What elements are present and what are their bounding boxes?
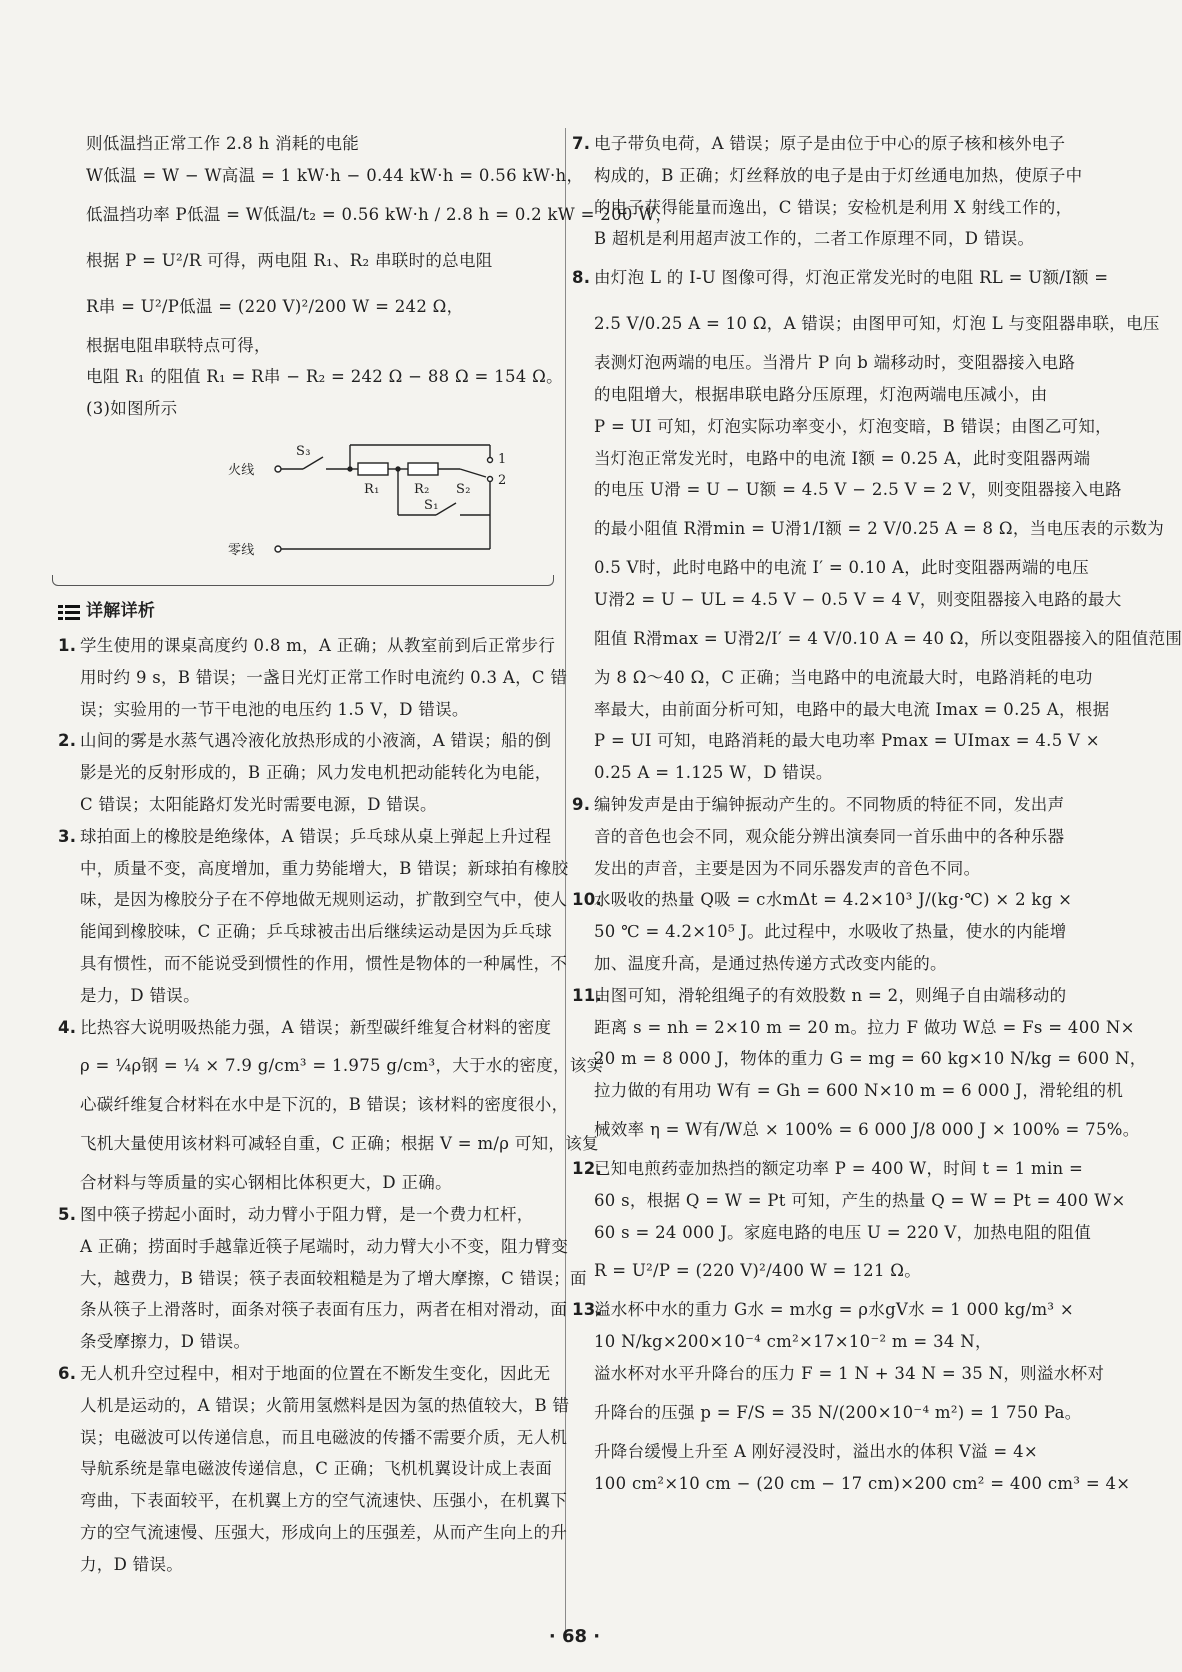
text-line [594, 1075, 1124, 1107]
neutral-terminal [275, 546, 281, 552]
text-line [594, 506, 1165, 552]
line-text: 弯曲，下表面较平，在机翼上方的空气流速快、压强小，在机翼下 [80, 1491, 568, 1511]
text-line [80, 1517, 568, 1549]
answer-item [58, 821, 569, 1012]
circuit-diagram [58, 427, 558, 575]
line-text: 误；实验用的一节干电池的电压约 1.5 V，D 错误。 [80, 699, 469, 719]
live-terminal [275, 466, 281, 472]
text-line [594, 1468, 1131, 1500]
line-text: 味，是因为橡胶分子在不停地做无规则运动，扩散到空气中，使人 [80, 890, 568, 910]
line-text: 0.25 A = 1.125 W，D 错误。 [594, 763, 833, 783]
answer-item [572, 789, 1092, 884]
text-line [594, 1436, 1092, 1468]
text-line: W低温 = W − W高温 = 1 kW·h − 0.44 kW·h = 0.56 kW·h， [86, 165, 584, 185]
text-line: 低温挡功率 P低温 = W低温/t₂ = 0.56 kW·h / 2.8 h = 0.2 kW = 200 W， [86, 204, 673, 224]
text-line [572, 128, 1092, 160]
line-text: 已知电煎药壶加热挡的额定功率 P = 400 W，时间 t = 1 min = [594, 1158, 1084, 1178]
label-s3: S₃ [296, 443, 311, 459]
text-line [594, 584, 1122, 616]
answer-item [572, 128, 1092, 255]
text-line [58, 1358, 558, 1390]
section-header [58, 594, 558, 630]
line-text: 为 8 Ω～40 Ω，C 正确；当电路中的电流最大时，电路消耗的电功 [594, 667, 1093, 687]
text-line [594, 347, 1092, 379]
line-text: 发出的声音，主要是因为不同乐器发声的音色不同。 [594, 858, 981, 878]
line-text: 的电压 U滑 = U − U额 = 4.5 V − 2.5 V = 2 V，则变阻器接入电路 [594, 480, 1122, 500]
text-line [594, 1390, 1092, 1436]
right-answer-list [572, 128, 1182, 1499]
text-line [572, 1153, 1092, 1185]
text-line [80, 884, 568, 916]
text-line [594, 916, 1092, 948]
line-text: 率最大，由前面分析可知，电路中的最大电流 Imax = 0.25 A，根据 [594, 699, 1110, 719]
text-line [58, 725, 558, 757]
text-line [572, 980, 1092, 1012]
line-text: 的电子获得能量而逸出，C 错误；安检机是利用 X 射线工作的， [594, 197, 1073, 217]
text-line [80, 1121, 599, 1167]
answer-item [58, 1199, 587, 1358]
text-line [80, 1043, 604, 1089]
label-r2: R₂ [414, 481, 430, 497]
line-text: 飞机大量使用该材料可减轻自重，C 正确；根据 V = m/ρ 可知，该复 [80, 1134, 599, 1154]
text-line [594, 821, 1092, 853]
text-line [80, 1453, 558, 1485]
text-line [594, 411, 1112, 443]
text-line [80, 1294, 568, 1326]
text-line [594, 474, 1122, 506]
text-line [80, 1089, 569, 1121]
text-line [80, 694, 558, 726]
line-text: 合材料与等质量的实心钢相比体积更大，D 正确。 [80, 1173, 452, 1193]
text-line [572, 1294, 1092, 1326]
line-text: P = UI 可知，电路消耗的最大电功率 Pmax = UImax = 4.5 V × [594, 731, 1100, 751]
item-number: 6. [58, 1363, 77, 1383]
text-line: 则低温挡正常工作 2.8 h 消耗的电能 [86, 134, 360, 153]
text-line [80, 662, 568, 694]
text-line: 根据电阻串联特点可得， [86, 335, 271, 355]
text-line [594, 853, 1092, 885]
text-line [594, 552, 1092, 584]
label-contact-1: 1 [498, 451, 507, 467]
text-line [58, 1012, 558, 1044]
line-text: 大，越费力，B 错误；筷子表面较粗糙是为了增大摩擦，C 错误；面 [80, 1268, 587, 1288]
item-number: 12. [572, 1158, 603, 1178]
text-line [594, 725, 1100, 757]
line-text: 加、温度升高，是通过热传递方式改变内能的。 [594, 953, 947, 973]
text-line [80, 1390, 570, 1422]
line-text: 图中筷子捞起小面时，动力臂小于阻力臂，是一个费力杠杆， [80, 1204, 534, 1224]
line-text: 人机是运动的，A 错误；火箭用氢燃料是因为氢的热值较大，B 错 [80, 1395, 570, 1415]
text-line: R串 = U²/P低温 = (220 V)²/200 W = 242 Ω， [86, 296, 464, 316]
item-number: 4. [58, 1017, 77, 1037]
text-line [594, 948, 1092, 980]
line-text: 条受摩擦力，D 错误。 [80, 1332, 251, 1352]
answer-item [572, 884, 1092, 979]
text-line [594, 192, 1092, 224]
item-number: 2. [58, 731, 77, 751]
text-line [80, 1485, 568, 1517]
text-line [594, 1248, 1092, 1294]
line-text: 学生使用的课桌高度约 0.8 m，A 正确；从教室前到后正常步行 [80, 635, 556, 655]
line-text: 升降台缓慢上升至 A 刚好浸没时，溢出水的体积 V溢 = 4× [594, 1441, 1039, 1461]
text-line [572, 884, 1092, 916]
item-number: 10. [572, 890, 603, 910]
solution-box-border [52, 575, 554, 586]
line-text: 能闻到橡胶味，C 正确；乒乓球被击出后继续运动是因为乒乓球 [80, 922, 553, 942]
line-text: 方的空气流速慢、压强大，形成向上的压强差，从而产生向上的升 [80, 1522, 568, 1542]
text-line [80, 916, 558, 948]
resistor-r1 [358, 463, 388, 475]
line-text: 由图可知，滑轮组绳子的有效股数 n = 2，则绳子自由端移动的 [594, 985, 1067, 1005]
text-line [80, 980, 558, 1012]
line-text: 是力，D 错误。 [80, 985, 200, 1005]
text-line [572, 255, 1109, 301]
line-text: 2.5 V/0.25 A = 10 Ω，A 错误；由图甲可知，灯泡 L 与变阻器串联，电压 [594, 314, 1160, 334]
line-text: 20 m = 8 000 J，物体的重力 G = mg = 60 kg×10 N/kg = 600 N， [594, 1049, 1147, 1069]
text-line [594, 757, 1092, 789]
line-text: 球拍面上的橡胶是绝缘体，A 错误；乒乓球从桌上弹起上升过程 [80, 826, 552, 846]
item-number: 8. [572, 268, 591, 288]
line-text: 构成的，B 正确；灯丝释放的电子是由于灯丝通电加热，使原子中 [594, 165, 1083, 185]
line-text: 的最小阻值 R滑min = U滑1/I额 = 2 V/0.25 A = 8 Ω，当电压表的示数为 [594, 519, 1165, 539]
text-line [594, 1185, 1126, 1217]
line-text: 导航系统是靠电磁波传递信息，C 正确；飞机机翼设计成上表面 [80, 1459, 553, 1479]
text-line [594, 1358, 1105, 1390]
text-line [80, 1422, 568, 1454]
item-number: 1. [58, 635, 77, 655]
label-neutral-wire: 零线 [228, 542, 255, 558]
resistor-r2 [408, 463, 438, 475]
list-icon [58, 604, 80, 620]
line-text: 由灯泡 L 的 I-U 图像可得，灯泡正常发光时的电阻 RL = U额/I额 = [594, 268, 1109, 288]
line-text: 水吸收的热量 Q吸 = c水mΔt = 4.2×10³ J/(kg·℃) × 2 kg × [594, 890, 1073, 910]
line-text: 条从筷子上滑落时，面条对筷子表面有压力，两者在相对滑动，面 [80, 1300, 568, 1320]
text-line [594, 379, 1092, 411]
line-text: U滑2 = U − UL = 4.5 V − 0.5 V = 4 V，则变阻器接入电路的最大 [594, 589, 1122, 609]
line-text: 力，D 错误。 [80, 1554, 184, 1574]
text-line [58, 630, 558, 662]
section-title: 详解详析 [86, 601, 156, 622]
text-line [80, 1263, 587, 1295]
text-line [594, 1326, 1092, 1358]
line-text: C 错误；太阳能路灯发光时需要电源，D 错误。 [80, 794, 437, 814]
line-text: P = UI 可知，灯泡实际功率变小，灯泡变暗，B 错误；由图乙可知， [594, 416, 1112, 436]
line-text: A 正确；捞面时手越靠近筷子尾端时，动力臂大小不变，阻力臂变 [80, 1236, 569, 1256]
answer-item [58, 1358, 570, 1581]
item-number: 7. [572, 134, 591, 153]
line-text: 60 s，根据 Q = W = Pt 可知，产生的热量 Q = W = Pt = 400 W× [594, 1190, 1126, 1210]
item-number: 9. [572, 794, 591, 814]
text-line [80, 757, 558, 789]
line-text: 无人机升空过程中，相对于地面的位置在不断发生变化，因此无 [80, 1363, 551, 1383]
line-text: 编钟发声是由于编钟振动产生的。不同物质的特征不同，发出声 [594, 794, 1065, 814]
line-text: 山间的雾是水蒸气遇冷液化放热形成的小液滴，A 错误；船的倒 [80, 731, 552, 751]
text-line [594, 443, 1092, 475]
line-text: 的电阻增大，根据串联电路分压原理，灯泡两端电压减小，由 [594, 384, 1048, 404]
line-text: 比热容大说明吸热能力强，A 错误；新型碳纤维复合材料的密度 [80, 1017, 552, 1037]
text-line [80, 1231, 569, 1263]
text-line [58, 821, 558, 853]
circuit-svg [118, 427, 538, 575]
line-text: 用时约 9 s，B 错误；一盏日光灯正常工作时电流约 0.3 A，C 错 [80, 667, 568, 687]
text-line [594, 160, 1092, 192]
text-line [594, 1217, 1092, 1249]
label-s2: S₂ [456, 481, 471, 497]
line-text: 100 cm²×10 cm − (20 cm − 17 cm)×200 cm² = 400 cm³ = 4× [594, 1473, 1131, 1493]
line-text: 升降台的压强 p = F/S = 35 N/(200×10⁻⁴ m²) = 1 750 Pa。 [594, 1402, 1082, 1422]
line-text: 溢水杯中水的重力 G水 = m水g = ρ水gV水 = 1 000 kg/m³ × [594, 1300, 1074, 1320]
line-text: 溢水杯对水平升降台的压力 F = 1 N + 34 N = 35 N，则溢水杯对 [594, 1363, 1105, 1383]
line-text: 阻值 R滑max = U滑2/I′ = 4 V/0.10 A = 40 Ω，所以变阻器接入的阻值范围 [594, 628, 1182, 648]
page-number: · 68 · [548, 1626, 601, 1647]
text-line [594, 694, 1110, 726]
line-text: 音的音色也会不同，观众能分辨出演奏同一首乐曲中的各种乐器 [594, 826, 1065, 846]
text-line [58, 1199, 558, 1231]
line-text: 具有惯性，而不能说受到惯性的作用，惯性是物体的一种属性，不 [80, 953, 568, 973]
line-text: 10 N/kg×200×10⁻⁴ cm²×17×10⁻² m = 34 N， [594, 1332, 992, 1352]
text-line [594, 616, 1182, 662]
answer-item [572, 1294, 1131, 1499]
line-text: 中，质量不变，高度增加，重力势能增大，B 错误；新球拍有橡胶 [80, 858, 569, 878]
text-line [80, 948, 568, 980]
text-line [594, 1012, 1135, 1044]
answer-item [572, 1153, 1126, 1294]
right-column [572, 128, 1182, 1499]
item-number: 11. [572, 985, 603, 1005]
line-text: 表测灯泡两端的电压。当滑片 P 向 b 端移动时，变阻器接入电路 [594, 353, 1076, 373]
line-text: 0.5 V时，此时电路中的电流 I′ = 0.10 A，此时变阻器两端的电压 [594, 558, 1090, 578]
item-number: 3. [58, 826, 77, 846]
text-line [594, 223, 1092, 255]
line-text: 心碳纤维复合材料在水中是下沉的，B 错误；该材料的密度很小， [80, 1095, 569, 1115]
line-text: 当灯泡正常发光时，电路中的电流 I额 = 0.25 A，此时变阻器两端 [594, 448, 1091, 468]
line-text: 影是光的反射形成的，B 正确；风力发电机把动能转化为电能， [80, 763, 552, 783]
text-line [80, 789, 558, 821]
line-text: B 超机是利用超声波工作的，二者工作原理不同，D 错误。 [594, 229, 1035, 249]
answer-item [58, 630, 568, 725]
text-line [594, 1107, 1140, 1153]
label-s1: S₁ [424, 497, 439, 513]
text-line [572, 789, 1092, 821]
answer-item [572, 980, 1147, 1153]
label-live-wire: 火线 [228, 462, 255, 478]
text-line: 电阻 R₁ 的阻值 R₁ = R串 − R₂ = 242 Ω − 88 Ω = 154 Ω。 [86, 367, 563, 387]
switch-s1 [436, 503, 456, 515]
line-text: 误；电磁波可以传递信息，而且电磁波的传播不需要介质，无人机 [80, 1427, 568, 1447]
switch-s2 [460, 469, 486, 477]
text-line [80, 853, 569, 885]
answer-item [572, 255, 1182, 789]
line-text: 距离 s = nh = 2×10 m = 20 m。拉力 F 做功 W总 = Fs = 400 N× [594, 1017, 1135, 1037]
line-text: 60 s = 24 000 J。家庭电路的电压 U = 220 V，加热电阻的阻值 [594, 1222, 1092, 1242]
line-text: 50 ℃ = 4.2×10⁵ J。此过程中，水吸收了热量，使水的内能增 [594, 922, 1067, 942]
item-number: 5. [58, 1204, 77, 1224]
text-line [594, 301, 1160, 347]
line-text: 拉力做的有用功 W有 = Gh = 600 N×10 m = 6 000 J，滑轮组的机 [594, 1081, 1124, 1101]
item-number: 13. [572, 1300, 603, 1320]
line-text: 电子带负电荷，A 错误；原子是由位于中心的原子核和核外电子 [594, 134, 1066, 153]
text-line [80, 1326, 558, 1358]
text-line [594, 1043, 1147, 1075]
text-line: 根据 P = U²/R 可得，两电阻 R₁、R₂ 串联时的总电阻 [86, 250, 493, 270]
line-text: ρ = ¼ρ钢 = ¼ × 7.9 g/cm³ = 1.975 g/cm³，大于水的密度，该实 [80, 1056, 604, 1076]
text-line [80, 1549, 558, 1581]
label-r1: R₁ [364, 481, 380, 497]
text-line [80, 1167, 558, 1199]
label-contact-2: 2 [498, 472, 507, 488]
line-text: 械效率 η = W有/W总 × 100% = 6 000 J/8 000 J × 100% = 75%。 [594, 1119, 1140, 1139]
text-line [594, 662, 1092, 694]
text-line: (3)如图所示 [86, 399, 178, 419]
answer-item [58, 725, 558, 820]
line-text: R = U²/P = (220 V)²/400 W = 121 Ω。 [594, 1261, 922, 1281]
